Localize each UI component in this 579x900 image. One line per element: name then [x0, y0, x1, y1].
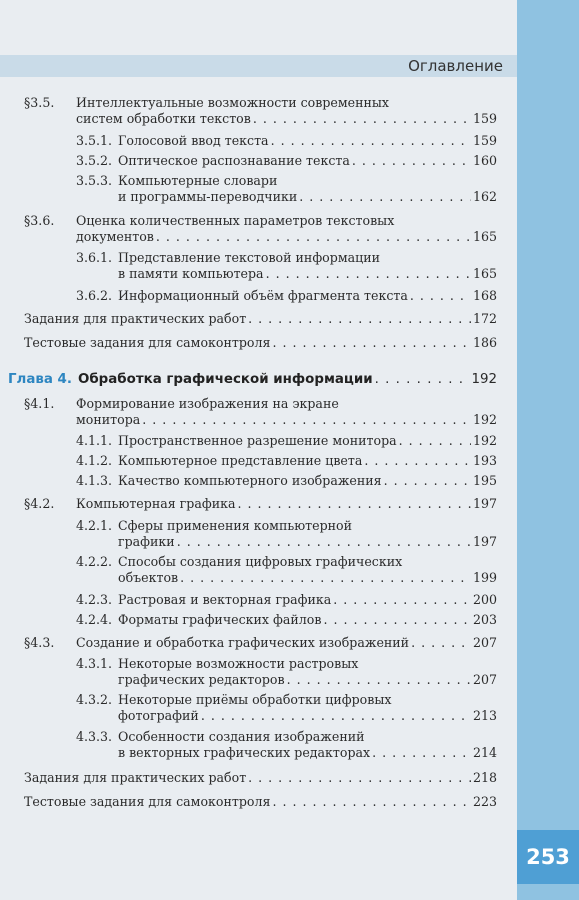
toc-entry[interactable] — [76, 592, 497, 608]
toc-entry-title: Создание и обработка графических изображений — [76, 635, 410, 650]
toc-entry-page: 192 — [472, 433, 497, 448]
toc-entry-title: Формирование изображения на экране — [76, 396, 339, 411]
toc-entry-title: объектов — [118, 570, 179, 585]
toc-entry-number: 3.5.1. — [76, 133, 113, 148]
toc-entry[interactable] — [76, 612, 497, 628]
toc-entry-page: 200 — [472, 592, 497, 607]
toc-entry-title: систем обработки текстов — [76, 111, 251, 126]
toc-entry-title: Сферы применения компьютерной — [118, 518, 353, 533]
toc-entry-title: Компьютерная графика — [76, 496, 236, 511]
toc-entry-page: 197 — [472, 534, 497, 549]
toc-entry-title: Тестовые задания для самоконтроля — [24, 335, 271, 350]
toc-entry-title: Некоторые приёмы обработки цифровых — [118, 692, 392, 707]
toc-entry-number: 4.2.1. — [76, 518, 113, 533]
toc-entry-page: 195 — [472, 473, 497, 488]
toc-entry[interactable] — [76, 288, 497, 304]
toc-entry-number: 4.3.3. — [76, 729, 113, 744]
toc-entry-number: 4.3.1. — [76, 656, 113, 671]
toc-entry[interactable] — [76, 554, 497, 586]
toc-entry[interactable] — [24, 770, 497, 786]
toc-entry[interactable] — [24, 335, 497, 351]
toc-entry-page: 193 — [472, 453, 497, 468]
toc-entry-page: 160 — [472, 153, 497, 168]
toc-entry-page: 168 — [472, 288, 497, 303]
toc-entry-title: фотографий — [118, 708, 199, 723]
toc-entry-number: 3.5.3. — [76, 173, 113, 188]
toc-entry-title: документов — [76, 229, 154, 244]
toc-entry-title: и программы-переводчики — [118, 189, 298, 204]
toc-entry-title: в памяти компьютера — [118, 266, 264, 281]
toc-entry-title: графических редакторов — [118, 672, 285, 687]
toc-entry-page: 165 — [472, 229, 497, 244]
toc-entry[interactable] — [76, 250, 497, 282]
toc-entry-page: 199 — [472, 570, 497, 585]
toc-entry-page: 186 — [472, 335, 497, 350]
toc-entry[interactable] — [76, 518, 497, 550]
toc-entry[interactable] — [24, 396, 497, 428]
toc-entry[interactable] — [76, 153, 497, 169]
toc-entry-page: 159 — [472, 133, 497, 148]
toc-entry-number: §3.5. — [24, 95, 55, 110]
toc-entry-title: Компьютерные словари — [118, 173, 278, 188]
toc-entry-title: Компьютерное представление цвета — [118, 453, 363, 468]
toc-entry-number: §3.6. — [24, 213, 55, 228]
toc-entry-page: 218 — [472, 770, 497, 785]
toc-chapter-heading[interactable] — [8, 372, 497, 388]
toc-entry-page: 172 — [472, 311, 497, 326]
toc-entry-title: Некоторые возможности растровых — [118, 656, 359, 671]
toc-entry-title: графики — [118, 534, 175, 549]
toc-entry-number: 3.5.2. — [76, 153, 113, 168]
toc-entry[interactable] — [76, 433, 497, 449]
toc-entry-number: 4.3.2. — [76, 692, 113, 707]
toc-entry[interactable] — [76, 133, 497, 149]
toc-entry-title: Голосовой ввод текста — [118, 133, 269, 148]
toc-entry[interactable] — [76, 473, 497, 489]
toc-entry-page: 203 — [472, 612, 497, 627]
toc-entry[interactable] — [76, 729, 497, 761]
page-number: 253 — [517, 830, 579, 884]
toc-entry-page: 213 — [472, 708, 497, 723]
toc-entry-page: 192 — [472, 412, 497, 427]
toc-entry[interactable] — [24, 496, 497, 512]
toc-entry-title: Задания для практических работ — [24, 770, 247, 785]
toc-entry-number: 4.2.2. — [76, 554, 113, 569]
toc-entry[interactable] — [76, 173, 497, 205]
toc-entry-title: Представление текстовой информации — [118, 250, 381, 265]
toc-entry[interactable] — [76, 656, 497, 688]
toc-entry-number: 4.2.3. — [76, 592, 113, 607]
toc-entry-title: Пространственное разрешение монитора — [118, 433, 397, 448]
toc-entry-title: Растровая и векторная графика — [118, 592, 332, 607]
toc-entry-title: Способы создания цифровых графических — [118, 554, 403, 569]
toc-entry[interactable] — [24, 635, 497, 651]
toc-entry-page: 214 — [472, 745, 497, 760]
toc-entry[interactable] — [76, 453, 497, 469]
toc-entry-number: 4.1.1. — [76, 433, 113, 448]
chapter-label: Глава 4. — [8, 372, 72, 387]
toc-entry-page: 207 — [472, 635, 497, 650]
toc-entry-number: §4.1. — [24, 396, 55, 411]
toc-entry-title: Тестовые задания для самоконтроля — [24, 794, 271, 809]
toc-entry-title: Форматы графических файлов — [118, 612, 322, 627]
toc-entry-number: 4.1.3. — [76, 473, 113, 488]
chapter-title: Обработка графической информации — [77, 372, 373, 387]
chapter-page: 192 — [471, 372, 497, 387]
toc-entry-number: §4.3. — [24, 635, 55, 650]
toc-entry-title: Оптическое распознавание текста — [118, 153, 350, 168]
toc-entry-number: 3.6.2. — [76, 288, 113, 303]
toc-entry-number: 3.6.1. — [76, 250, 113, 265]
toc-entry-title: Качество компьютерного изображения — [118, 473, 382, 488]
page-title: Оглавление — [408, 57, 503, 75]
toc-entry[interactable] — [24, 311, 497, 327]
toc-entry[interactable] — [76, 692, 497, 724]
toc-entry[interactable] — [24, 794, 497, 810]
toc-entry-title: монитора — [76, 412, 141, 427]
toc-entry-title: в векторных графических редакторах — [118, 745, 371, 760]
toc-entry[interactable] — [24, 95, 497, 127]
toc-entry-title: Интеллектуальные возможности современных — [76, 95, 390, 110]
toc-entry[interactable] — [24, 213, 497, 245]
toc-entry-title: Особенности создания изображений — [118, 729, 365, 744]
toc-entry-title: Задания для практических работ — [24, 311, 247, 326]
toc-entry-title: Информационный объём фрагмента текста — [118, 288, 408, 303]
toc-entry-number: §4.2. — [24, 496, 55, 511]
toc-entry-number: 4.1.2. — [76, 453, 113, 468]
toc-entry-page: 197 — [472, 496, 497, 511]
toc-entry-title: Оценка количественных параметров текстовых — [76, 213, 395, 228]
toc-entry-page: 207 — [472, 672, 497, 687]
toc-entry-page: 165 — [472, 266, 497, 281]
toc-entry-page: 162 — [472, 189, 497, 204]
toc-entry-number: 4.2.4. — [76, 612, 113, 627]
toc-entry-page: 223 — [472, 794, 497, 809]
toc-entry-page: 159 — [472, 111, 497, 126]
